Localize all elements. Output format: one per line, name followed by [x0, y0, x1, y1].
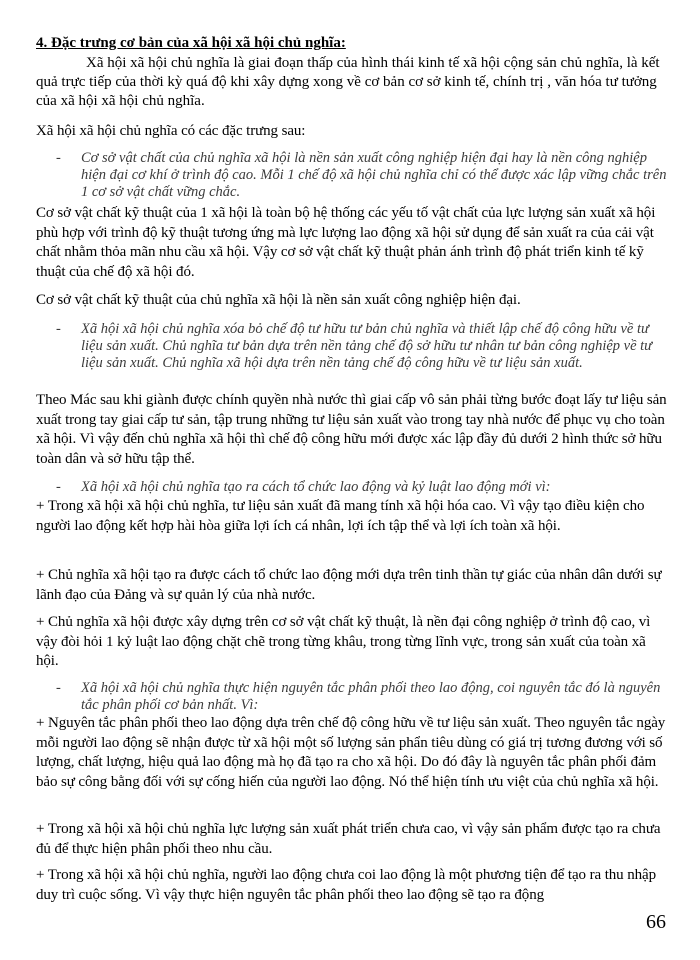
bullet-dash: - — [56, 321, 61, 337]
intro-paragraph: Xã hội xã hội chủ nghĩa là giai đoạn thấp của hình thái kinh tế xã hội cộng sản chủ nghĩa, là kết quả trực tiếp của thời kỳ quá độ khi xây dựng xong về cơ bản cơ sở kinh tế, chính trị , văn hóa tư tưởng của xã hội xã hội chủ nghĩa. — [36, 55, 660, 109]
bullet-text: Xã hội xã hội chủ nghĩa xóa bỏ chế độ tư hữu tư bản chủ nghĩa và thiết lập chế độ công hữu về tư liệu sản xuất. Chủ nghĩa tư bản dựa trên nền tảng chế độ sở hữu tư nhân tư bản công nghiệp về tư liệu sản xuất. Chủ nghĩa xã hội dựa trên nền tảng chế độ công hữu về tư liệu sản xuất. — [81, 321, 653, 371]
paragraph-2: Cơ sở vật chất kỹ thuật của chủ nghĩa xã hội là nền sản xuất công nghiệp hiện đại. — [36, 292, 521, 308]
paragraph-3: Theo Mác sau khi giành được chính quyền nhà nước thì giai cấp vô sản phải từng bước đoạt lấy tư liệu sản xuất trong tay giai cấp tư sản, tập trung những tư liệu sản xuất vào trong tay nhà nước để phục vụ cho toàn xã hội. Vì vậy đến chủ nghĩa xã hội thì chế độ công hữu mới được xác lập đầy đủ dưới 2 hình thức sở hữu toàn dân và sở hữu tập thể. — [36, 392, 667, 467]
bullet-text: Xã hội xã hội chủ nghĩa thực hiện nguyên tắc phân phối theo lao động, coi nguyên tắc đó là nguyên tắc phân phối cơ bản nhất. Vì: — [81, 680, 661, 713]
paragraph-4: + Trong xã hội xã hội chủ nghĩa, tư liệu sản xuất đã mang tính xã hội hóa cao. Vì vậy tạo điều kiện cho người lao động kết hợp hài hòa giữa lợi ích cá nhân, lợi ích tập thể và lợi ích toàn xã hội. — [36, 498, 645, 534]
bullet-item-1 — [56, 150, 668, 201]
paragraph-7: + Nguyên tắc phân phối theo lao động dựa trên chế độ công hữu về tư liệu sản xuất. Theo nguyên tắc ngày mỗi người lao động sẽ nhận được từ xã hội một số lượng sản phẩn tiêu dùng có giá trị tương đương với số lượng, chất lượng, hiệu quả lao động mà họ đã tạo ra cho xã hội. Do đó đây là nguyên tắc phân phối đảm bảo sự công bằng đối với sự cống hiến của người lao động. Nó thể hiện tính ưu việt của chủ nghĩa xã hội. — [36, 715, 666, 790]
bullet-item-3 — [56, 479, 668, 496]
paragraph-9: + Trong xã hội xã hội chủ nghĩa, người lao động chưa coi lao động là một phương tiện để tạo ra thu nhập duy trì cuộc sống. Vì vậy thực hiện nguyên tắc phân phối theo lao động sẽ tạo ra động — [36, 867, 656, 903]
lead-paragraph: Xã hội xã hội chủ nghĩa có các đặc trưng sau: — [36, 123, 306, 139]
section-heading: 4. Đặc trưng cơ bản của xã hội xã hội chủ nghĩa: — [36, 35, 346, 51]
bullet-text: Cơ sở vật chất của chủ nghĩa xã hội là nền sản xuất công nghiệp hiện đại hay là nền công nghiệp hiện đại cơ khí ở trình độ cao. Mỗi 1 chế độ xã hội chủ nghĩa chỉ có thể được xác lập vững chắc trên 1 cơ sở vật chất vững chắc. — [81, 150, 667, 200]
page-number: 66 — [646, 911, 666, 933]
paragraph-1: Cơ sở vật chất kỹ thuật của 1 xã hội là toàn bộ hệ thống các yếu tố vật chất của lực lượng sản xuất xã hội phù hợp với trình độ kỹ thuật tương ứng mà lực lượng lao động xã hội sử dụng để sản xuất ra của cải vật chất nhằm thỏa mãn nhu cầu xã hội. Vậy cơ sở vật chất kỹ thuật phản ánh trình độ phát triển kinh tế kỹ thuật của chế độ xã hội đó. — [36, 205, 656, 280]
bullet-dash: - — [56, 680, 61, 696]
bullet-dash: - — [56, 479, 61, 495]
paragraph-6: + Chủ nghĩa xã hội được xây dựng trên cơ sở vật chất kỹ thuật, là nền đại công nghiệp ở trình độ cao, vì vậy đòi hỏi 1 kỷ luật lao động chặt chẽ trong từng khâu, trong từng lĩnh vực, trong sản xuất của toàn xã hội. — [36, 614, 651, 669]
bullet-item-2 — [56, 321, 668, 372]
bullet-item-4 — [56, 680, 668, 714]
bullet-text: Xã hội xã hội chủ nghĩa tạo ra cách tổ chức lao động và kỷ luật lao động mới vì: — [81, 479, 551, 495]
bullet-dash: - — [56, 150, 61, 166]
paragraph-8: + Trong xã hội xã hội chủ nghĩa lực lượng sản xuất phát triển chưa cao, vì vậy sản phẩm được tạo ra chưa đủ để thực hiện phân phối theo nhu cầu. — [36, 821, 661, 857]
paragraph-5: + Chủ nghĩa xã hội tạo ra được cách tổ chức lao động mới dựa trên tinh thần tự giác của nhân dân dưới sự lãnh đạo của Đảng và sự quản lý của nhà nước. — [36, 567, 662, 603]
